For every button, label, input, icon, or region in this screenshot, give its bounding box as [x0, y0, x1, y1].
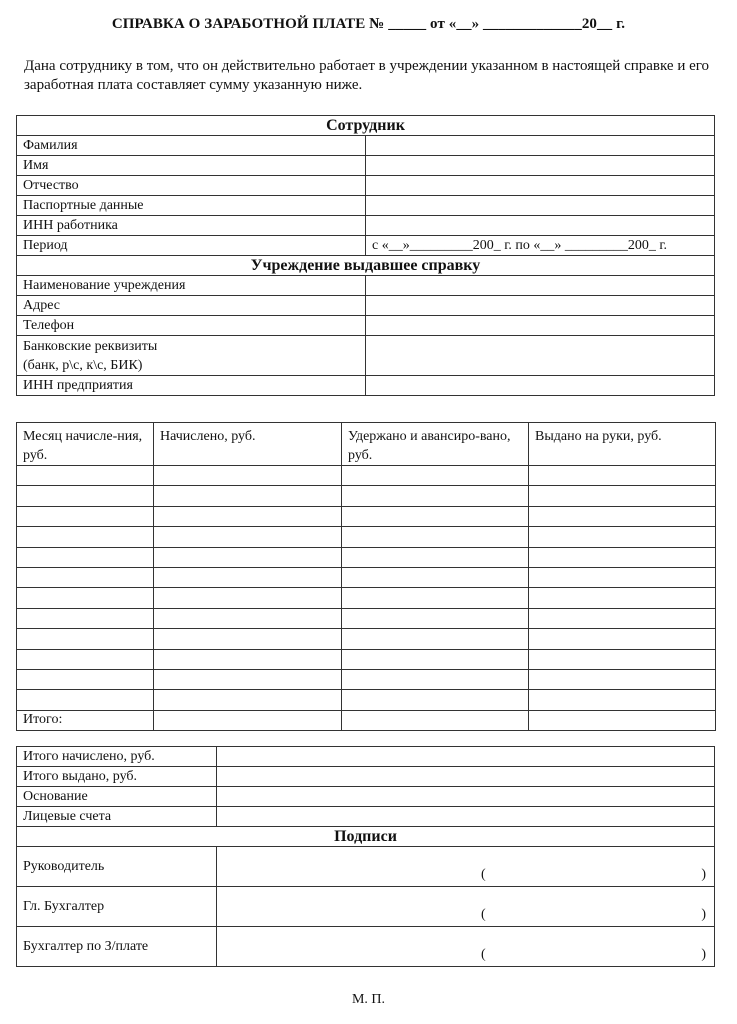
payroll-cell[interactable] — [529, 629, 716, 649]
signature-label-chief-accountant: Гл. Бухгалтер — [17, 887, 217, 927]
table-row — [17, 649, 716, 669]
payroll-total-accrued[interactable] — [154, 710, 342, 730]
signature-field-payroll-accountant[interactable] — [217, 927, 715, 967]
value-inn-employee[interactable] — [366, 216, 715, 236]
payroll-cell[interactable] — [342, 506, 529, 526]
employee-organization-table — [16, 115, 715, 396]
value-passport[interactable] — [366, 196, 715, 216]
payroll-cell[interactable] — [17, 466, 154, 486]
payroll-cell[interactable] — [154, 588, 342, 608]
value-patronymic[interactable] — [366, 176, 715, 196]
label-basis: Основание — [17, 787, 217, 807]
paren-close: ) — [701, 947, 706, 962]
table-row — [17, 629, 716, 649]
payroll-cell[interactable] — [342, 547, 529, 567]
label-accounts: Лицевые счета — [17, 807, 217, 827]
payroll-cell[interactable] — [154, 486, 342, 506]
payroll-cell[interactable] — [17, 608, 154, 628]
payroll-cell[interactable] — [529, 527, 716, 547]
payroll-cell[interactable] — [17, 547, 154, 567]
label-total-accrued: Итого начислено, руб. — [17, 747, 217, 767]
value-basis[interactable] — [217, 787, 715, 807]
bank-details-line2: (банк, р\с, к\с, БИК) — [23, 357, 143, 373]
signature-label-director: Руководитель — [17, 847, 217, 887]
value-period[interactable]: с «__»_________200_ г. по «__» _________200_ г. — [366, 236, 715, 256]
value-accounts[interactable] — [217, 807, 715, 827]
payroll-cell[interactable] — [342, 649, 529, 669]
value-bank-details[interactable] — [366, 336, 715, 376]
table-row — [17, 466, 716, 486]
table-row — [17, 669, 716, 689]
label-period: Период — [17, 236, 366, 256]
paren-open: ( — [481, 947, 486, 962]
payroll-cell[interactable] — [342, 527, 529, 547]
value-name[interactable] — [366, 156, 715, 176]
table-row — [17, 608, 716, 628]
payroll-total-paid[interactable] — [529, 710, 716, 730]
table-row — [17, 506, 716, 526]
signatures-heading: Подписи — [17, 827, 715, 847]
payroll-cell[interactable] — [529, 466, 716, 486]
payroll-cell[interactable] — [529, 649, 716, 669]
label-org-name: Наименование учреждения — [17, 276, 366, 296]
bank-details-line1: Банковские реквизиты — [23, 338, 158, 354]
payroll-cell[interactable] — [342, 690, 529, 710]
paren-open: ( — [481, 867, 486, 882]
table-row — [17, 567, 716, 587]
payroll-cell[interactable] — [17, 486, 154, 506]
payroll-cell[interactable] — [17, 588, 154, 608]
summary-signatures-table — [16, 746, 715, 967]
signature-field-chief-accountant[interactable] — [217, 887, 715, 927]
organization-heading: Учреждение выдавшее справку — [17, 256, 715, 276]
label-inn-company: ИНН предприятия — [17, 376, 366, 396]
col-accrued: Начислено, руб. — [154, 423, 342, 466]
label-surname: Фамилия — [17, 136, 366, 156]
payroll-cell[interactable] — [342, 608, 529, 628]
col-withheld: Удержано и авансиро-вано, руб. — [342, 423, 529, 466]
paren-open: ( — [481, 907, 486, 922]
value-phone[interactable] — [366, 316, 715, 336]
payroll-cell[interactable] — [17, 527, 154, 547]
value-org-name[interactable] — [366, 276, 715, 296]
payroll-cell[interactable] — [17, 567, 154, 587]
payroll-cell[interactable] — [154, 629, 342, 649]
payroll-cell[interactable] — [529, 506, 716, 526]
label-name: Имя — [17, 156, 366, 176]
value-total-paid[interactable] — [217, 767, 715, 787]
label-total-paid: Итого выдано, руб. — [17, 767, 217, 787]
table-row — [17, 547, 716, 567]
payroll-total-label: Итого: — [17, 710, 154, 730]
label-inn-employee: ИНН работника — [17, 216, 366, 236]
payroll-cell[interactable] — [342, 486, 529, 506]
table-row — [17, 527, 716, 547]
payroll-cell[interactable] — [342, 669, 529, 689]
table-row — [17, 486, 716, 506]
value-address[interactable] — [366, 296, 715, 316]
payroll-cell[interactable] — [17, 690, 154, 710]
payroll-cell[interactable] — [154, 567, 342, 587]
payroll-cell[interactable] — [342, 588, 529, 608]
label-passport: Паспортные данные — [17, 196, 366, 216]
col-paid: Выдано на руки, руб. — [529, 423, 716, 466]
payroll-cell[interactable] — [154, 527, 342, 547]
document-title: СПРАВКА О ЗАРАБОТНОЙ ПЛАТЕ № _____ от «__» _____________20__ г. — [111, 16, 626, 32]
payroll-cell[interactable] — [342, 567, 529, 587]
label-patronymic: Отчество — [17, 176, 366, 196]
value-surname[interactable] — [366, 136, 715, 156]
payroll-cell[interactable] — [154, 608, 342, 628]
payroll-cell[interactable] — [529, 567, 716, 587]
payroll-cell[interactable] — [154, 690, 342, 710]
signature-field-director[interactable] — [217, 847, 715, 887]
payroll-cell[interactable] — [154, 466, 342, 486]
payroll-cell[interactable] — [342, 629, 529, 649]
value-total-accrued[interactable] — [217, 747, 715, 767]
payroll-cell[interactable] — [154, 506, 342, 526]
paren-close: ) — [701, 867, 706, 882]
label-bank-details — [17, 336, 366, 376]
signature-label-payroll-accountant: Бухгалтер по З/плате — [17, 927, 217, 967]
paren-close: ) — [701, 907, 706, 922]
value-inn-company[interactable] — [366, 376, 715, 396]
employee-heading: Сотрудник — [17, 116, 715, 136]
payroll-cell[interactable] — [154, 669, 342, 689]
payroll-cell[interactable] — [17, 669, 154, 689]
payroll-cell[interactable] — [154, 547, 342, 567]
payroll-cell[interactable] — [529, 669, 716, 689]
payroll-cell[interactable] — [17, 629, 154, 649]
payroll-cell[interactable] — [529, 608, 716, 628]
payroll-cell[interactable] — [529, 588, 716, 608]
payroll-cell[interactable] — [154, 649, 342, 669]
payroll-total-withheld[interactable] — [342, 710, 529, 730]
label-phone: Телефон — [17, 316, 366, 336]
payroll-cell[interactable] — [17, 506, 154, 526]
payroll-cell[interactable] — [529, 486, 716, 506]
payroll-cell[interactable] — [17, 649, 154, 669]
label-address: Адрес — [17, 296, 366, 316]
payroll-table — [16, 422, 716, 731]
table-row — [17, 690, 716, 710]
col-month: Месяц начисле-ния, руб. — [17, 423, 154, 466]
payroll-cell[interactable] — [529, 547, 716, 567]
intro-paragraph: Дана сотруднику в том, что он действительно работает в учреждении указанном в настоящей справке и его заработная плата составляет сумму указанную ниже. — [24, 58, 710, 93]
payroll-cell[interactable] — [529, 690, 716, 710]
stamp-place: М. П. — [351, 992, 386, 1007]
payroll-cell[interactable] — [342, 466, 529, 486]
table-row — [17, 588, 716, 608]
